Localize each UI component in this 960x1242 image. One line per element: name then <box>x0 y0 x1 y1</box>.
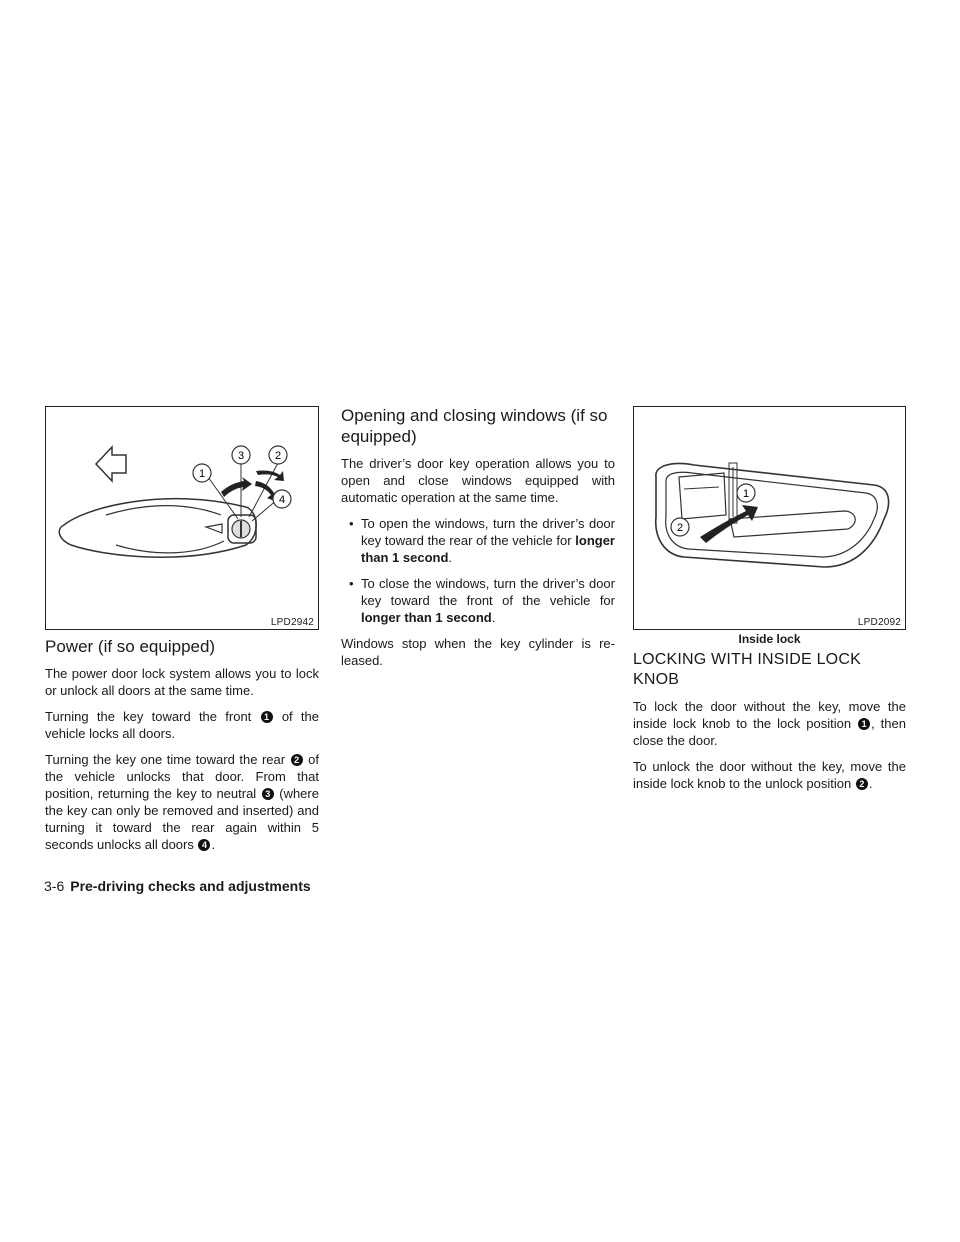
windows-section <box>341 405 615 678</box>
fig1-label-1: 1 <box>198 468 206 480</box>
page-number: 3-6 <box>44 878 65 894</box>
inside-lock-figure <box>633 406 906 630</box>
fig1-label-3: 3 <box>237 450 245 462</box>
front-arrow-icon <box>96 447 126 481</box>
paragraph: To unlock the door without the key, move the inside lock knob to the unlock position 2 . <box>633 759 906 791</box>
section-heading: Power (if so equipped) <box>45 637 216 656</box>
inside-lock-illustration <box>634 407 904 617</box>
fig2-label-1: 1 <box>742 488 750 500</box>
section-title: Pre-driving checks and adjustments <box>70 878 311 894</box>
lock-arrow-icon <box>221 477 252 497</box>
door-handle-illustration <box>46 407 317 617</box>
marker-3: 3 <box>262 788 274 800</box>
paragraph: To lock the door without the key, move the inside lock knob to the lock position 1 , then close the door. <box>633 699 906 748</box>
paragraph: Turning the key one time toward the rear 2 of the vehicle unlocks that door. From that position, returning the key to neutral 3 (where the key can only be removed and inserted) and turning it toward the rear again within 5 seconds unlocks all doors 4 . <box>45 752 319 852</box>
paragraph: The driver’s door key operation allows you to open and close windows equipped with automatic operation at the same time. <box>341 456 615 505</box>
figure-id: LPD2942 <box>270 617 314 628</box>
key-cylinder-figure <box>45 406 319 630</box>
list-item: • To open the windows, turn the driver’s door key toward the rear of the vehicle for longer than 1 second. <box>349 516 615 565</box>
fig2-label-2: 2 <box>676 522 684 534</box>
fig1-label-4: 4 <box>278 494 286 506</box>
page-footer <box>44 878 311 894</box>
marker-4: 4 <box>198 839 210 851</box>
fig1-label-2: 2 <box>274 450 282 462</box>
paragraph: The power door lock system allows you to lock or unlock all doors at the same time. <box>45 666 319 698</box>
paragraph: Turning the key toward the front 1 of the vehicle locks all doors. <box>45 709 319 741</box>
power-section <box>45 636 319 862</box>
marker-1: 1 <box>261 711 273 723</box>
marker-2: 2 <box>291 754 303 766</box>
paragraph: Windows stop when the key cylinder is re-leased. <box>341 636 615 668</box>
section-heading: Opening and closing windows (if so equipped) <box>341 406 608 446</box>
marker-1: 1 <box>858 718 870 730</box>
marker-2: 2 <box>856 778 868 790</box>
figure-caption: Inside lock <box>738 632 801 646</box>
inside-knob-section <box>633 650 906 801</box>
list-item: • To close the windows, turn the driver’s door key toward the front of the vehicle for longer than 1 second. <box>349 576 615 625</box>
figure-id: LPD2092 <box>857 617 901 628</box>
section-heading: LOCKING WITH INSIDE LOCK KNOB <box>633 651 861 688</box>
